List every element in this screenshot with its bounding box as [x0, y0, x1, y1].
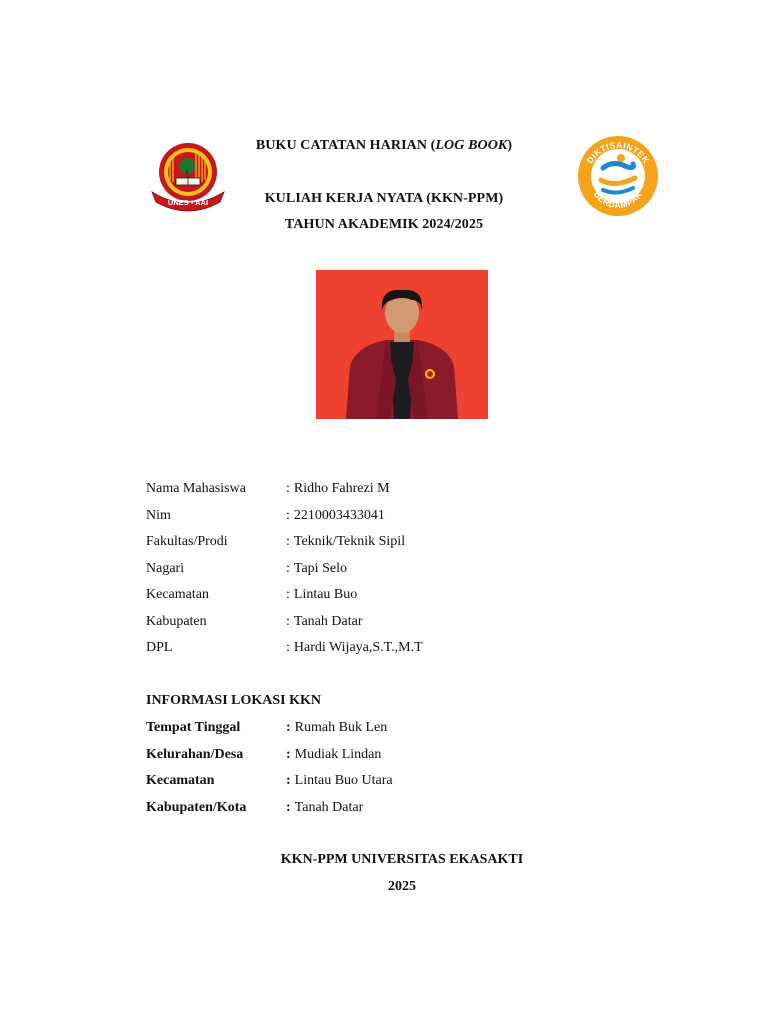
separator: : — [286, 507, 290, 523]
student-label: Fakultas/Prodi — [146, 534, 228, 549]
location-value — [286, 747, 381, 763]
student-label: Nagari — [146, 560, 185, 576]
student-row — [146, 614, 606, 634]
location-label: Tempat Tinggal — [146, 720, 241, 735]
title-italic: LOG BOOK — [435, 138, 508, 153]
student-row — [146, 508, 606, 528]
separator: : — [286, 773, 291, 789]
unes-logo — [148, 142, 228, 212]
student-row — [146, 587, 606, 607]
student-label: Nama Mahasiswa — [146, 481, 246, 496]
location-section-title: INFORMASI LOKASI KKN — [146, 693, 322, 708]
location-value — [286, 773, 393, 789]
student-value-text: Hardi Wijaya,S.T.,M.T — [293, 640, 423, 655]
student-label: DPL — [146, 640, 173, 655]
student-value-text: 2210003433041 — [293, 507, 385, 523]
footer-year: 2025 — [388, 879, 416, 894]
student-row — [146, 481, 606, 501]
program-title: KULIAH KERJA NYATA (KKN-PPM) — [264, 191, 504, 206]
location-row — [146, 800, 606, 820]
student-value-text: Tapi Selo — [293, 560, 347, 576]
university-name: KKN-PPM UNIVERSITAS EKASAKTI — [280, 852, 524, 867]
separator: : — [286, 720, 291, 735]
title-prefix: BUKU CATATAN HARIAN ( — [255, 138, 436, 153]
student-value-text: Teknik/Teknik Sipil — [293, 534, 406, 549]
student-label: Kabupaten — [146, 613, 207, 629]
student-value — [286, 640, 423, 656]
student-label: Nim — [146, 507, 171, 523]
location-value — [286, 800, 363, 816]
student-value-text: Lintau Buo — [293, 587, 358, 602]
student-value — [286, 508, 385, 524]
separator: : — [286, 746, 291, 762]
title-suffix: ) — [507, 138, 513, 153]
separator: : — [286, 640, 290, 655]
student-value — [286, 481, 390, 497]
student-value — [286, 534, 405, 550]
separator: : — [286, 534, 290, 549]
location-label: Kelurahan/Desa — [146, 746, 244, 762]
student-photo — [316, 270, 488, 419]
separator: : — [286, 613, 290, 629]
location-value — [286, 720, 387, 736]
diktisaintek-bottom-text: BERDAMPAK — [591, 189, 645, 211]
separator: : — [286, 560, 290, 576]
location-label: Kabupaten/Kota — [146, 800, 247, 816]
student-value — [286, 561, 347, 577]
location-label: Kecamatan — [146, 773, 215, 789]
student-value — [286, 587, 357, 603]
separator: : — [286, 587, 290, 602]
student-row — [146, 561, 606, 581]
location-value-text: Lintau Buo Utara — [294, 773, 393, 789]
student-value-text: Tanah Datar — [293, 613, 363, 629]
student-portrait-image — [316, 270, 488, 419]
student-value-text: Ridho Fahrezi M — [293, 481, 390, 496]
location-row — [146, 773, 606, 793]
location-value-text: Rumah Buk Len — [294, 720, 388, 735]
location-value-text: Mudiak Lindan — [294, 746, 382, 762]
separator: : — [286, 481, 290, 496]
location-value-text: Tanah Datar — [294, 800, 364, 816]
separator: : — [286, 800, 291, 816]
diktisaintek-top-text: DIKTISAINTEK — [584, 139, 652, 166]
unes-logo-text: UNES - AAI — [167, 198, 209, 207]
diktisaintek-logo — [575, 134, 661, 218]
location-row — [146, 720, 606, 740]
student-row — [146, 534, 606, 554]
student-row — [146, 640, 606, 660]
student-label: Kecamatan — [146, 587, 209, 602]
student-value — [286, 614, 362, 630]
academic-year: TAHUN AKADEMIK 2024/2025 — [284, 217, 484, 232]
location-row — [146, 747, 606, 767]
